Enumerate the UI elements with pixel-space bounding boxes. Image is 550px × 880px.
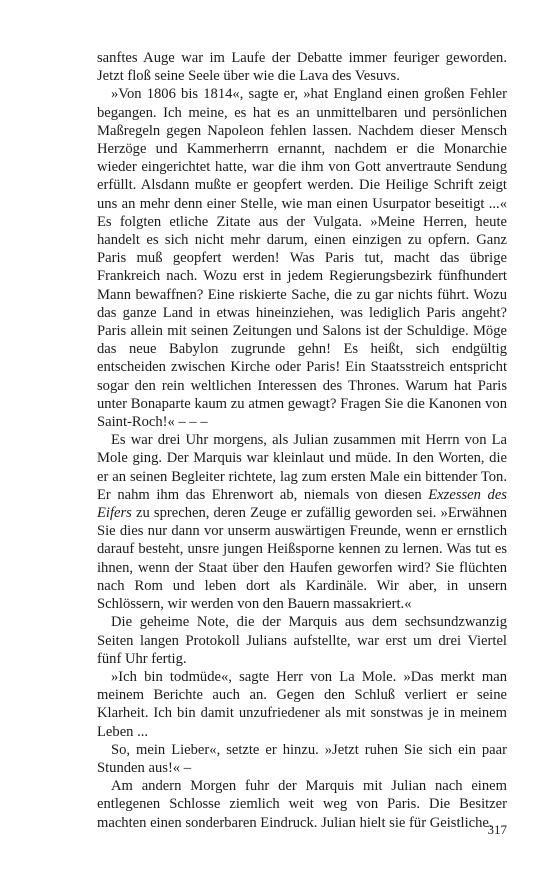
- text-run: zu sprechen, deren Zeuge er zufällig geworden sei. »Erwähnen Sie dies nur dann vor unserm auswärtigen Freunde, wenn er ernstlich darauf besteht, unsre jungen Heißsporne kennen zu lernen. Was tut es ihnen, wenn der Staat über den Haufen geworfen wird? Sie flüchten nach Rom und leben dort als Kardinäle. Wir aber, in unsern Schlössern, wir werden von den Bauern massakriert.«: [97, 505, 507, 613]
- text-run: »Von 1806 bis 1814«, sagte er, »hat England einen großen Fehler begangen. Ich meine, es hat es an unmittelbaren und persönlichen Maßregeln gegen Napoleon fehlen lassen. Nachdem dieser Mensch Herzöge und Kammerherrn ernannt, nachdem er die Monarchie wieder eingerichtet hatte, war die ihm von Gott anvertraute Sendung erfüllt. Alsdann mußte er geopfert werden. Die Heilige Schrift zeigt uns an mehr denn einer Stelle, wie man einen Usurpator beseitigt ...« Es folgten etliche Zitate aus der Vulgata. »Meine Herren, heute handelt es sich nicht mehr darum, einen einzigen zu opfern. Ganz Paris muß geopfert werden! Was Paris tut, macht das übrige Frankreich nach. Wozu erst in jedem Regierungsbezirk fünfhundert Mann bewaffnen? Eine riskierte Sache, die zu gar nichts führt. Wozu das ganze Land in etwas hineinziehen, was lediglich Paris angeht? Paris allein mit seinen Zeitungen und Salons ist der Schuldige. Möge das neue Babylon zugrunde gehn! Es heißt, sich endgültig entscheiden zwischen Kirche oder Paris! Ein Staatsstreich entspricht sogar den rein weltlichen Interessen des Thrones. Warum hat Paris unter Bonaparte kaum zu atmen gewagt? Fragen Sie die Kanonen von Saint-Roch!« – – –: [97, 86, 507, 431]
- text-run: Am andern Morgen fuhr der Marquis mit Julian nach einem entlegenen Schlosse ziemlich weit weg von Paris. Die Besitzer machten einen sonderbaren Eindruck. Julian hielt sie für Geistliche.: [97, 778, 507, 831]
- page-number: 317: [487, 822, 507, 837]
- text-run: Es war drei Uhr morgens, als Julian zusammen mit Herrn von La Mole ging. Der Marquis war kleinlaut und müde. In den Worten, die er an seinen Begleiter richtete, lag zum ersten Male ein bittender Ton. Er nahm ihm das Ehrenwort ab, niemals von diesen: [97, 432, 507, 503]
- text-run: »Ich bin todmüde«, sagte Herr von La Mole. »Das merkt man meinem Berichte auch an. Gegen den Schluß verliert er seine Klarheit. Ich bin damit unzufriedener als mit sonstwas je in meinem Leben ...: [97, 668, 507, 740]
- emphasized-text: Exzessen des Eifers: [97, 486, 507, 522]
- text-run: Die geheime Note, die der Marquis aus dem sechsundzwanzig Seiten langen Protokoll Julians aufstellte, war erst um drei Viertel fünf Uhr fertig.: [97, 614, 507, 667]
- paragraph: [97, 49, 507, 85]
- paragraph: [97, 613, 507, 668]
- paragraph: [97, 777, 507, 832]
- paragraph: [97, 85, 507, 431]
- body-text: [97, 49, 507, 832]
- paragraph: [97, 668, 507, 741]
- paragraph: [97, 741, 507, 777]
- text-run: So, mein Lieber«, setzte er hinzu. »Jetzt ruhen Sie sich ein paar Stunden aus!« –: [97, 741, 507, 776]
- text-run: sanftes Auge war im Laufe der Debatte immer feuriger geworden. Jetzt floß seine Seele über wie die Lava des Vesuvs.: [97, 50, 507, 85]
- paragraph: [97, 431, 507, 613]
